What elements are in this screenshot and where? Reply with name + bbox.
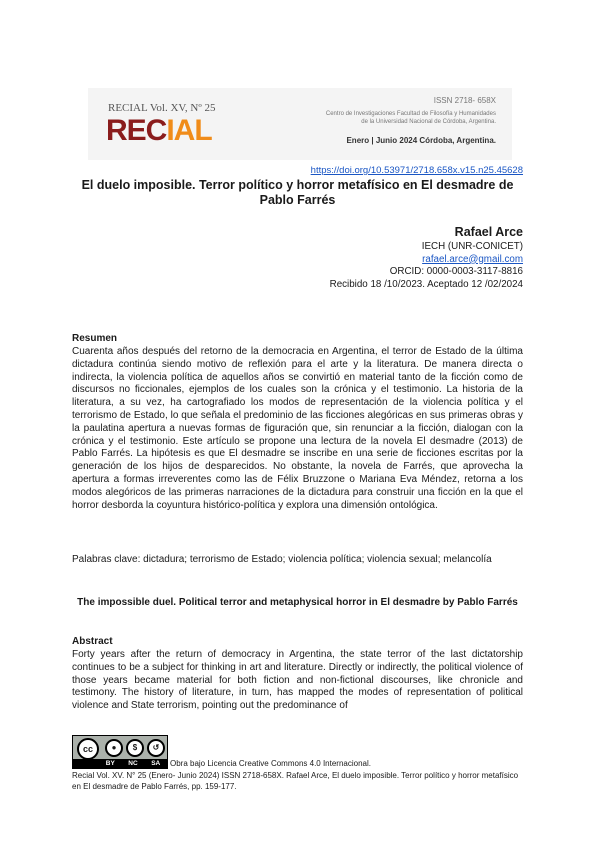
issue-date: Enero | Junio 2024 Córdoba, Argentina. [346,136,496,145]
publisher-institution: Centro de Investigaciones Facultad de Filosofía y Humanidades de la Universidad Nacional de Córdoba, Argentina. [325,111,496,125]
citation-footer: Recial Vol. XV. N° 25 (Enero- Junio 2024) ISSN 2718-658X. Rafael Arce, El duelo imposible. Terror político y horror metafísico en El desmadre de Pablo Farrés, pp. 159-177. [72,771,519,791]
creative-commons-badge[interactable] [72,735,168,769]
english-title: The impossible duel. Political terror and metaphysical horror in El desmadre by Pablo Farrés [77,597,518,608]
license-text: Obra bajo Licencia Creative Commons 4.0 Internacional. [170,759,371,768]
resumen-heading: Resumen [72,333,118,344]
journal-volume-label: RECIAL Vol. XV, Nº 25 [108,102,216,114]
resumen-text: Cuarenta años después del retorno de la democracia en Argentina, el terror de Estado de la última dictadura continúa siendo motivo de reflexión para el arte y la literatura. De manera directa o indirecta, la violencia política de aquellos años se convirtió en material tanto de la ficción como de discursos no ficcionales, ejemplos de los cuales son la crónica y el testimonio. La historia de la literatura, a su vez, ha cartografiado los modos de representación de la violencia política y el terrorismo de Estado, lo que señala el predominio de las ficciones alegóricas en sus primeras obras y la paulatina apertura a nuevas formas de figuración que, sin renunciar a la ficción, dialogan con la crónica y el testimonio. Este artículo se propone una lectura de la novela El desmadre (2013) de Pablo Farrés. La hipótesis es que El desmadre se inscribe en una serie de ficciones escritas por la generación de los hijos de desparecidos. No obstante, la novela de Farrés, que aprovecha la apertura a formas irreverentes como las de Félix Bruzzone o Mariana Eva Méndez, retorna a los modos alegóricos de las primeras narraciones de la dictadura para construir una ficción en la que el horror desborda la coyuntura histórico-política y explora una dimensión ontológica. [72,346,523,511]
author-affiliation: IECH (UNR-CONICET) [421,241,523,252]
cc-icon: cc [77,738,99,760]
author-email-link[interactable]: rafael.arce@gmail.com [422,253,523,265]
abstract-text: Forty years after the return of democracy in Argentina, the state terror of the last dictatorship continues to be a subject for thinking in art and literature. Directly or indirectly, the political violence of those years became material for both fiction and non-fictional discourses, like chronicle and testimony. The history of literature, in turn, has mapped the modes of representation of political violence and State terrorism, pointing out the predominance of [72,649,523,712]
journal-header-banner [88,88,512,160]
keywords: Palabras clave: dictadura; terrorismo de Estado; violencia política; violencia sexual; melancolía [72,554,492,565]
article-title: El duelo imposible. Terror político y horror metafísico en El desmadre de Pablo Farrés [81,178,514,207]
license-terms-strip: BY NC SA [73,759,167,768]
author-name: Rafael Arce [454,225,523,239]
issn-label: ISSN 2718- 658X [433,96,496,105]
noncommercial-icon: $ [126,739,144,757]
sharealike-icon: ↺ [147,739,165,757]
author-block [330,224,523,291]
submission-dates: Recibido 18 /10/2023. Aceptado 12 /02/2024 [329,278,523,290]
abstract-heading: Abstract [72,636,113,647]
attribution-icon: ● [105,739,123,757]
author-orcid: ORCID: 0000-0003-3117-8816 [389,266,523,278]
doi-link[interactable]: https://doi.org/10.53971/2718.658x.v15.n25.45628 [310,165,523,176]
recial-logo: RECIAL [106,114,212,147]
